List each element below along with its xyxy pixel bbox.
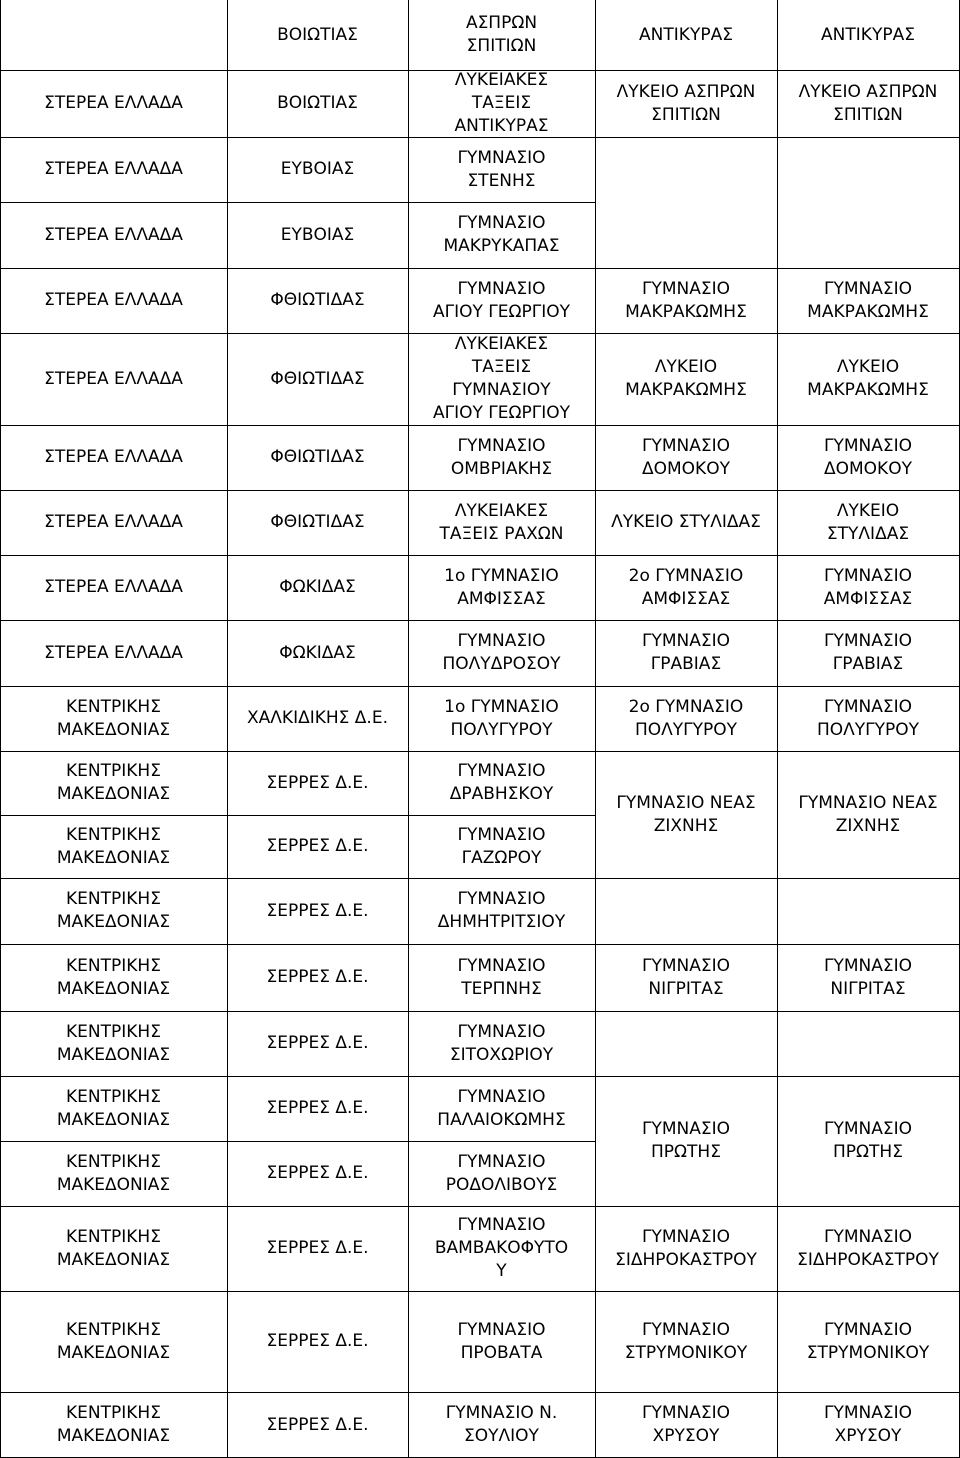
table-cell-school2	[595, 878, 777, 944]
table-cell-school: ΓΥΜΝΑΣΙΟ ΣΙΤΟΧΩΡΙΟΥ	[449, 1021, 554, 1065]
table-cell-school3: ΛΥΚΕΙΟ ΣΤΥΛΙΔΑΣ	[826, 500, 910, 544]
table-cell-prefecture: ΣΕΡΡΕΣ Δ.Ε.	[266, 1163, 369, 1183]
table-cell-school: 1ο ΓΥΜΝΑΣΙΟ ΠΟΛΥΓΥΡΟΥ	[444, 696, 559, 740]
table-cell-region: ΣΤΕΡΕΑ ΕΛΛΑΔΑ	[44, 577, 183, 597]
table-cell-school: ΑΣΠΡΩΝ ΣΠΙΤΙΩΝ	[465, 13, 538, 56]
table-cell-school: ΓΥΜΝΑΣΙΟ ΓΑΖΩΡΟΥ	[457, 824, 546, 868]
table-cell-prefecture: ΣΕΡΡΕΣ Δ.Ε.	[266, 1238, 369, 1258]
table-cell-school3: ΓΥΜΝΑΣΙΟ ΑΜΦΙΣΣΑΣ	[823, 565, 913, 609]
table-cell-school: ΓΥΜΝΑΣΙΟ ΤΕΡΠΝΗΣ	[457, 955, 546, 999]
table-cell-school2: 2ο ΓΥΜΝΑΣΙΟ ΑΜΦΙΣΣΑΣ	[628, 565, 744, 609]
table-cell-prefecture: ΦΘΙΩΤΙΔΑΣ	[270, 447, 365, 467]
table-cell-school3	[777, 878, 959, 944]
table-cell-school3: ΓΥΜΝΑΣΙΟ ΔΟΜΟΚΟΥ	[823, 435, 912, 479]
table-cell-school2	[595, 1011, 777, 1076]
table-cell-school: ΛΥΚΕΙΑΚΕΣ ΤΑΞΕΙΣ ΡΑΧΩΝ	[439, 500, 564, 544]
table-cell-school: ΓΥΜΝΑΣΙΟ ΔΗΜΗΤΡΙΤΣΙΟΥ	[437, 889, 566, 932]
table-cell-region: ΚΕΝΤΡΙΚΗΣ ΜΑΚΕΔΟΝΙΑΣ	[56, 1021, 171, 1065]
table-cell-school2: ΓΥΜΝΑΣΙΟ ΣΤΡΥΜΟΝΙΚΟΥ	[624, 1319, 748, 1363]
table-cell-school: ΓΥΜΝΑΣΙΟ ΟΜΒΡΙΑΚΗΣ	[450, 435, 553, 479]
table-cell-school: ΓΥΜΝΑΣΙΟ ΒΑΜΒΑΚΟΦΥΤΟ Υ	[434, 1215, 569, 1281]
table-cell-region: ΣΤΕΡΕΑ ΕΛΛΑΔΑ	[44, 447, 183, 467]
table-cell-region: ΚΕΝΤΡΙΚΗΣ ΜΑΚΕΔΟΝΙΑΣ	[56, 1226, 171, 1270]
table-cell-prefecture: ΦΩΚΙΔΑΣ	[279, 642, 356, 663]
table-cell-school3: ΛΥΚΕΙΟ ΜΑΚΡΑΚΩΜΗΣ	[807, 357, 929, 400]
table-cell-school2: 2ο ΓΥΜΝΑΣΙΟ ΠΟΛΥΓΥΡΟΥ	[628, 696, 744, 740]
table-cell-region: ΣΤΕΡΕΑ ΕΛΛΑΔΑ	[44, 224, 183, 245]
table-cell-school3: ΓΥΜΝΑΣΙΟ ΝΙΓΡΙΤΑΣ	[823, 955, 912, 999]
table-cell-school3	[777, 1011, 959, 1076]
table-cell-prefecture: ΣΕΡΡΕΣ Δ.Ε.	[266, 772, 369, 793]
table-cell-prefecture: ΣΕΡΡΕΣ Δ.Ε.	[266, 1414, 369, 1435]
table-cell-prefecture: ΣΕΡΡΕΣ Δ.Ε.	[266, 1033, 369, 1053]
table-cell-school2: ΛΥΚΕΙΟ ΑΣΠΡΩΝ ΣΠΙΤΙΩΝ	[616, 81, 756, 125]
table-cell-school2: ΓΥΜΝΑΣΙΟ ΝΕΑΣ ΖΙΧΝΗΣ	[616, 792, 756, 836]
table-cell-school: ΓΥΜΝΑΣΙΟ ΡΟΔΟΛΙΒΟΥΣ	[445, 1151, 558, 1195]
table-cell-school: ΛΥΚΕΙΑΚΕΣ ΤΑΞΕΙΣ ΑΝΤΙΚΥΡΑΣ	[454, 70, 549, 136]
table-cell-school3: ΓΥΜΝΑΣΙΟ ΠΟΛΥΓΥΡΟΥ	[816, 696, 920, 740]
table-cell-school2: ΓΥΜΝΑΣΙΟ ΧΡΥΣΟΥ	[641, 1403, 730, 1446]
table-cell-school2: ΑΝΤΙΚΥΡΑΣ	[639, 24, 733, 45]
table-cell-school2: ΓΥΜΝΑΣΙΟ ΝΙΓΡΙΤΑΣ	[641, 955, 730, 999]
table-cell-school2: ΛΥΚΕΙΟ ΣΤΥΛΙΔΑΣ	[611, 512, 761, 532]
table-cell-prefecture: ΣΕΡΡΕΣ Δ.Ε.	[266, 1331, 369, 1351]
table-cell-region: ΚΕΝΤΡΙΚΗΣ ΜΑΚΕΔΟΝΙΑΣ	[56, 1086, 171, 1130]
table-cell-school2: ΓΥΜΝΑΣΙΟ ΣΙΔΗΡΟΚΑΣΤΡΟΥ	[615, 1226, 757, 1270]
table-cell-region: ΚΕΝΤΡΙΚΗΣ ΜΑΚΕΔΟΝΙΑΣ	[56, 1151, 171, 1195]
table-cell-prefecture: ΕΥΒΟΙΑΣ	[280, 159, 355, 179]
table-cell-prefecture: ΣΕΡΡΕΣ Δ.Ε.	[266, 836, 369, 856]
table-cell-school3: ΓΥΜΝΑΣΙΟ ΜΑΚΡΑΚΩΜΗΣ	[807, 278, 929, 322]
table-cell-prefecture: ΒΟΙΩΤΙΑΣ	[277, 93, 358, 113]
table-cell-prefecture: ΦΩΚΙΔΑΣ	[279, 577, 356, 597]
table-cell-school: ΛΥΚΕΙΑΚΕΣ ΤΑΞΕΙΣ ΓΥΜΝΑΣΙΟΥ ΑΓΙΟΥ ΓΕΩΡΓΙΟΥ	[433, 334, 570, 423]
table-cell-prefecture: ΣΕΡΡΕΣ Δ.Ε.	[266, 1098, 369, 1118]
table-cell-school: ΓΥΜΝΑΣΙΟ ΜΑΚΡΥΚΑΠΑΣ	[443, 213, 560, 256]
table-cell-region: ΚΕΝΤΡΙΚΗΣ ΜΑΚΕΔΟΝΙΑΣ	[56, 889, 171, 932]
table-cell-region: ΚΕΝΤΡΙΚΗΣ ΜΑΚΕΔΟΝΙΑΣ	[56, 761, 171, 804]
table-cell-region: ΚΕΝΤΡΙΚΗΣ ΜΑΚΕΔΟΝΙΑΣ	[56, 1403, 171, 1446]
table-cell-region: ΚΕΝΤΡΙΚΗΣ ΜΑΚΕΔΟΝΙΑΣ	[56, 824, 171, 868]
table-cell-school: ΓΥΜΝΑΣΙΟ Ν. ΣΟΥΛΙΟΥ	[445, 1403, 558, 1446]
table-cell-school2: ΓΥΜΝΑΣΙΟ ΔΟΜΟΚΟΥ	[641, 435, 730, 479]
table-cell-school: ΓΥΜΝΑΣΙΟ ΠΡΟΒΑΤΑ	[457, 1319, 546, 1363]
table-cell-prefecture: ΦΘΙΩΤΙΔΑΣ	[270, 290, 365, 310]
table-cell-school3: ΓΥΜΝΑΣΙΟ ΣΙΔΗΡΟΚΑΣΤΡΟΥ	[797, 1226, 939, 1270]
table-cell-region	[0, 0, 227, 70]
table-cell-school3: ΛΥΚΕΙΟ ΑΣΠΡΩΝ ΣΠΙΤΙΩΝ	[798, 81, 938, 125]
table-cell-prefecture: ΣΕΡΡΕΣ Δ.Ε.	[266, 900, 369, 921]
table-cell-region: ΚΕΝΤΡΙΚΗΣ ΜΑΚΕΔΟΝΙΑΣ	[56, 696, 171, 740]
table-cell-school3: ΓΥΜΝΑΣΙΟ ΓΡΑΒΙΑΣ	[823, 631, 912, 674]
table-cell-school: 1ο ΓΥΜΝΑΣΙΟ ΑΜΦΙΣΣΑΣ	[444, 565, 559, 609]
table-cell-region: ΚΕΝΤΡΙΚΗΣ ΜΑΚΕΔΟΝΙΑΣ	[56, 1319, 171, 1363]
table-cell-region: ΣΤΕΡΕΑ ΕΛΛΑΔΑ	[44, 642, 183, 663]
table-cell-school: ΓΥΜΝΑΣΙΟ ΠΟΛΥΔΡΟΣΟΥ	[442, 631, 561, 674]
table-cell-school2: ΓΥΜΝΑΣΙΟ ΠΡΩΤΗΣ	[641, 1119, 730, 1162]
table-cell-school3: ΑΝΤΙΚΥΡΑΣ	[821, 24, 915, 45]
table-cell-school: ΓΥΜΝΑΣΙΟ ΣΤΕΝΗΣ	[457, 147, 546, 191]
table-cell-region: ΚΕΝΤΡΙΚΗΣ ΜΑΚΕΔΟΝΙΑΣ	[56, 955, 171, 999]
table-cell-school2: ΛΥΚΕΙΟ ΜΑΚΡΑΚΩΜΗΣ	[625, 357, 747, 400]
table-cell-school3	[777, 137, 959, 268]
table-cell-school2: ΓΥΜΝΑΣΙΟ ΓΡΑΒΙΑΣ	[641, 631, 730, 674]
table-cell-prefecture: ΕΥΒΟΙΑΣ	[280, 224, 355, 245]
table-cell-region: ΣΤΕΡΕΑ ΕΛΛΑΔΑ	[44, 290, 183, 310]
table-cell-school3: ΓΥΜΝΑΣΙΟ ΠΡΩΤΗΣ	[823, 1119, 912, 1162]
table-cell-school: ΓΥΜΝΑΣΙΟ ΑΓΙΟΥ ΓΕΩΡΓΙΟΥ	[433, 278, 570, 322]
table-cell-school: ΓΥΜΝΑΣΙΟ ΠΑΛΑΙΟΚΩΜΗΣ	[437, 1086, 566, 1130]
table-cell-school3: ΓΥΜΝΑΣΙΟ ΝΕΑΣ ΖΙΧΝΗΣ	[798, 792, 938, 836]
table-cell-prefecture: ΒΟΙΩΤΙΑΣ	[277, 24, 358, 45]
table-cell-region: ΣΤΕΡΕΑ ΕΛΛΑΔΑ	[44, 93, 183, 113]
table-cell-prefecture: ΧΑΛΚΙΔΙΚΗΣ Δ.Ε.	[247, 708, 388, 728]
table-cell-school: ΓΥΜΝΑΣΙΟ ΔΡΑΒΗΣΚΟΥ	[449, 761, 554, 804]
table-cell-school2: ΓΥΜΝΑΣΙΟ ΜΑΚΡΑΚΩΜΗΣ	[625, 278, 747, 322]
table-cell-school3: ΓΥΜΝΑΣΙΟ ΣΤΡΥΜΟΝΙΚΟΥ	[806, 1319, 930, 1363]
table-cell-prefecture: ΦΘΙΩΤΙΔΑΣ	[270, 368, 365, 389]
table-cell-prefecture: ΦΘΙΩΤΙΔΑΣ	[270, 512, 365, 532]
table-cell-prefecture: ΣΕΡΡΕΣ Δ.Ε.	[266, 967, 369, 987]
table-cell-region: ΣΤΕΡΕΑ ΕΛΛΑΔΑ	[44, 368, 183, 389]
table-cell-school3: ΓΥΜΝΑΣΙΟ ΧΡΥΣΟΥ	[823, 1403, 912, 1446]
table-cell-region: ΣΤΕΡΕΑ ΕΛΛΑΔΑ	[44, 512, 183, 532]
table-cell-school2	[595, 137, 777, 268]
table-cell-region: ΣΤΕΡΕΑ ΕΛΛΑΔΑ	[44, 159, 183, 179]
